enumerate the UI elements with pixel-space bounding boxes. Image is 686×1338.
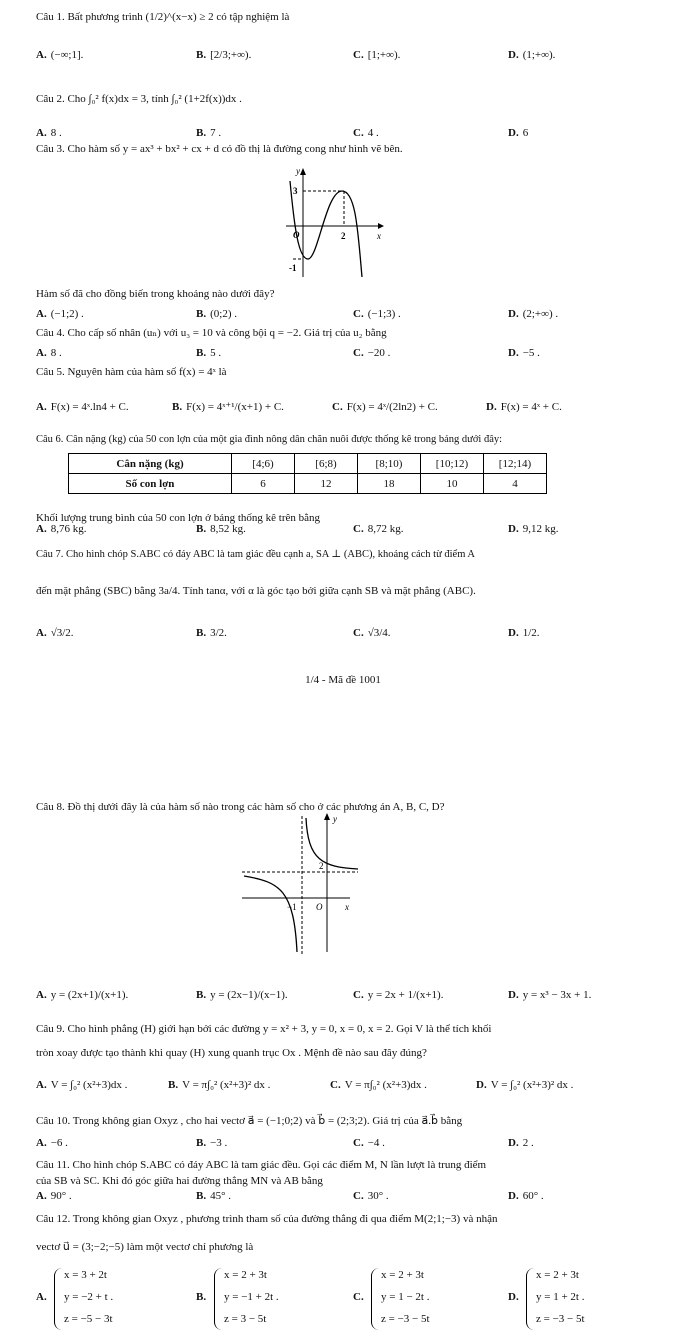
q8-branch-right bbox=[306, 818, 358, 869]
q2-stem: Câu 2. Cho ∫₀² f(x)dx = 3, tính ∫₀² (1+2f(x))dx . bbox=[36, 93, 242, 105]
q6-table-row-header bbox=[69, 454, 547, 474]
q12-b-line2: y = −1 + 2t . bbox=[224, 1291, 279, 1303]
q6-option-b[interactable]: B. 8,52 kg. bbox=[196, 523, 246, 535]
q11-stem-2: của SB và SC. Khi đó góc giữa hai đường thẳng MN và AB bằng bbox=[36, 1175, 323, 1187]
q12-a-line2: y = −2 + t . bbox=[64, 1291, 114, 1303]
q3-x-label: x bbox=[377, 231, 381, 241]
q12-d-line1: x = 2 + 3t bbox=[536, 1269, 579, 1281]
q5-option-b[interactable]: B. F(x) = 4ˣ⁺¹/(x+1) + C. bbox=[172, 401, 284, 413]
q8-origin-label: O bbox=[316, 902, 323, 912]
q10-option-d[interactable]: D. 2 . bbox=[508, 1137, 534, 1149]
q12-c-brace bbox=[371, 1268, 380, 1330]
q6-val-0: 6 bbox=[232, 474, 295, 494]
q9-stem-2: tròn xoay được tạo thành khi quay (H) xung quanh trục Ox . Mệnh đề nào sau đây đúng? bbox=[36, 1047, 427, 1059]
q8-branch-left bbox=[244, 876, 297, 952]
q5-option-d[interactable]: D. F(x) = 4ˣ + C. bbox=[486, 401, 562, 413]
q8-option-a[interactable]: A. y = (2x+1)/(x+1). bbox=[36, 989, 129, 1001]
q3-y-label: y bbox=[296, 166, 300, 176]
q3-tick-2: 2 bbox=[341, 231, 346, 241]
q11-option-b[interactable]: B. 45° . bbox=[196, 1190, 231, 1202]
q1-option-c[interactable]: C. [1;+∞). bbox=[353, 49, 401, 61]
q12-stem-1: Câu 12. Trong không gian Oxyz , phương trình tham số của đường thẳng đi qua điểm M(2;1;−3) và nhận bbox=[36, 1213, 498, 1225]
q10-option-a[interactable]: A. −6 . bbox=[36, 1137, 68, 1149]
q7-option-a[interactable]: A. √3/2. bbox=[36, 627, 74, 639]
q7-option-d[interactable]: D. 1/2. bbox=[508, 627, 540, 639]
q1-option-d[interactable]: D. (1;+∞). bbox=[508, 49, 556, 61]
q2-option-c[interactable]: C. 4 . bbox=[353, 127, 379, 139]
q11-stem-1: Câu 11. Cho hình chóp S.ABC có đáy ABC là tam giác đều. Gọi các điểm M, N lần lượt là trung điểm bbox=[36, 1159, 487, 1171]
q12-a-brace bbox=[54, 1268, 63, 1330]
q12-d-line3: z = −3 − 5t bbox=[536, 1313, 585, 1325]
q6-col-1: [6;8) bbox=[295, 454, 358, 474]
q8-y-arrow bbox=[324, 813, 330, 820]
q6-table-h1: Cân nặng (kg) bbox=[69, 454, 232, 474]
q6-table-h2: Số con lợn bbox=[69, 474, 232, 494]
q6-val-1: 12 bbox=[295, 474, 358, 494]
q1-option-b[interactable]: B. [2/3;+∞). bbox=[196, 49, 252, 61]
q6-val-2: 18 bbox=[358, 474, 421, 494]
q4-option-d[interactable]: D. −5 . bbox=[508, 347, 540, 359]
q9-option-c[interactable]: C. V = π∫₀² (x²+3)dx . bbox=[330, 1079, 427, 1091]
q3-after: Hàm số đã cho đồng biến trong khoảng nào dưới đây? bbox=[36, 288, 275, 300]
q3-cubic-graph bbox=[276, 163, 386, 283]
q3-option-c[interactable]: C. (−1;3) . bbox=[353, 308, 401, 320]
q6-option-d[interactable]: D. 9,12 kg. bbox=[508, 523, 559, 535]
q6-col-3: [10;12) bbox=[421, 454, 484, 474]
q10-option-c[interactable]: C. −4 . bbox=[353, 1137, 385, 1149]
q3-curve bbox=[290, 181, 362, 277]
q12-c-line1: x = 2 + 3t bbox=[381, 1269, 424, 1281]
q6-val-4: 4 bbox=[484, 474, 547, 494]
q12-c-line2: y = 1 − 2t . bbox=[381, 1291, 430, 1303]
q5-option-c[interactable]: C. F(x) = 4ˣ/(2ln2) + C. bbox=[332, 401, 438, 413]
q3-y-arrow bbox=[300, 168, 306, 175]
q7-option-c[interactable]: C. √3/4. bbox=[353, 627, 391, 639]
q10-option-b[interactable]: B. −3 . bbox=[196, 1137, 228, 1149]
q11-option-a[interactable]: A. 90° . bbox=[36, 1190, 72, 1202]
q2-option-b[interactable]: B. 7 . bbox=[196, 127, 222, 139]
q9-option-a[interactable]: A. V = ∫₀² (x²+3)dx . bbox=[36, 1079, 128, 1091]
q3-option-b[interactable]: B. (0;2) . bbox=[196, 308, 237, 320]
q6-option-c[interactable]: C. 8,72 kg. bbox=[353, 523, 404, 535]
q12-stem-2: vectơ u⃗ = (3;−2;−5) làm một vectơ chỉ phương là bbox=[36, 1241, 254, 1253]
q12-b-line3: z = 3 − 5t bbox=[224, 1313, 267, 1325]
q5-option-a[interactable]: A. F(x) = 4ˣ.ln4 + C. bbox=[36, 401, 129, 413]
q12-b-brace bbox=[214, 1268, 223, 1330]
q9-option-d[interactable]: D. V = ∫₀² (x²+3)² dx . bbox=[476, 1079, 574, 1091]
q7-stem-2: đến mặt phẳng (SBC) bằng 3a/4. Tính tanα, với α là góc tạo bởi giữa cạnh SB và mặt phẳng (ABC). bbox=[36, 585, 476, 597]
q3-option-a[interactable]: A. (−1;2) . bbox=[36, 308, 84, 320]
q3-stem: Câu 3. Cho hàm số y = ax³ + bx² + cx + d có đồ thị là đường cong như hình vẽ bên. bbox=[36, 143, 403, 155]
q6-col-2: [8;10) bbox=[358, 454, 421, 474]
q7-option-b[interactable]: B. 3/2. bbox=[196, 627, 227, 639]
q8-stem: Câu 8. Đồ thị dưới đây là của hàm số nào trong các hàm số cho ở các phương án A, B, C, D? bbox=[36, 801, 445, 813]
q6-table-row-values bbox=[69, 474, 547, 494]
q9-option-b[interactable]: B. V = π∫₀² (x²+3)² dx . bbox=[168, 1079, 271, 1091]
q2-option-d[interactable]: D. 6 bbox=[508, 127, 529, 139]
q12-a-line1: x = 3 + 2t bbox=[64, 1269, 107, 1281]
q6-after: Khối lượng trung bình của 50 con lợn ở bảng thống kê trên bằng bbox=[36, 512, 321, 524]
q8-y-label: y bbox=[333, 814, 337, 824]
q11-option-d[interactable]: D. 60° . bbox=[508, 1190, 544, 1202]
q6-col-0: [4;6) bbox=[232, 454, 295, 474]
page-footer: 1/4 - Mã đề 1001 bbox=[305, 674, 381, 686]
q8-tick-2: 2 bbox=[319, 861, 324, 871]
q4-stem: Câu 4. Cho cấp số nhân (uₙ) với u₃ = 10 và công bội q = −2. Giá trị của u₂ bằng bbox=[36, 327, 387, 339]
q6-table bbox=[68, 453, 547, 494]
q3-tick-m1: -1 bbox=[289, 263, 297, 273]
q4-option-c[interactable]: C. −20 . bbox=[353, 347, 391, 359]
q8-hyperbola-graph bbox=[240, 812, 360, 957]
q4-option-a[interactable]: A. 8 . bbox=[36, 347, 62, 359]
q5-stem: Câu 5. Nguyên hàm của hàm số f(x) = 4ˣ là bbox=[36, 366, 227, 378]
q12-a-line3: z = −5 − 3t bbox=[64, 1313, 113, 1325]
q8-option-d[interactable]: D. y = x³ − 3x + 1. bbox=[508, 989, 592, 1001]
q8-tick-m1: −1 bbox=[287, 902, 297, 912]
q12-d-brace bbox=[526, 1268, 535, 1330]
q3-origin-label: O bbox=[293, 230, 300, 240]
q6-stem: Câu 6. Cân nặng (kg) của 50 con lợn của một gia đình nông dân chăn nuôi được thống kê trong bảng dưới đây: bbox=[36, 434, 503, 445]
q12-b-line1: x = 2 + 3t bbox=[224, 1269, 267, 1281]
q8-option-c[interactable]: C. y = 2x + 1/(x+1). bbox=[353, 989, 444, 1001]
q1-stem: Câu 1. Bất phương trình (1/2)^(x−x) ≥ 2 có tập nghiệm là bbox=[36, 11, 290, 23]
q3-tick-3: 3 bbox=[293, 186, 298, 196]
q8-x-label: x bbox=[345, 902, 349, 912]
q2-option-a[interactable]: A. 8 . bbox=[36, 127, 62, 139]
q3-option-d[interactable]: D. (2;+∞) . bbox=[508, 308, 559, 320]
q9-stem-1: Câu 9. Cho hình phẳng (H) giới hạn bởi các đường y = x² + 3, y = 0, x = 0, x = 2. Gọi V là thể tích khối bbox=[36, 1023, 492, 1035]
q7-stem-1: Câu 7. Cho hình chóp S.ABC có đáy ABC là tam giác đều cạnh a, SA ⊥ (ABC), khoảng cách từ điểm A bbox=[36, 549, 476, 560]
q3-x-arrow bbox=[378, 223, 384, 229]
q4-option-b[interactable]: B. 5 . bbox=[196, 347, 222, 359]
q8-option-b[interactable]: B. y = (2x−1)/(x−1). bbox=[196, 989, 288, 1001]
q12-d-line2: y = 1 + 2t . bbox=[536, 1291, 585, 1303]
q6-col-4: [12;14) bbox=[484, 454, 547, 474]
q11-option-c[interactable]: C. 30° . bbox=[353, 1190, 389, 1202]
q10-stem: Câu 10. Trong không gian Oxyz , cho hai vectơ a⃗ = (−1;0;2) và b⃗ = (2;3;2). Giá trị của a⃗.b⃗ bằng bbox=[36, 1115, 463, 1127]
q12-c-line3: z = −3 − 5t bbox=[381, 1313, 430, 1325]
q1-option-a[interactable]: A. (−∞;1]. bbox=[36, 49, 84, 61]
q6-option-a[interactable]: A. 8,76 kg. bbox=[36, 523, 87, 535]
q6-val-3: 10 bbox=[421, 474, 484, 494]
